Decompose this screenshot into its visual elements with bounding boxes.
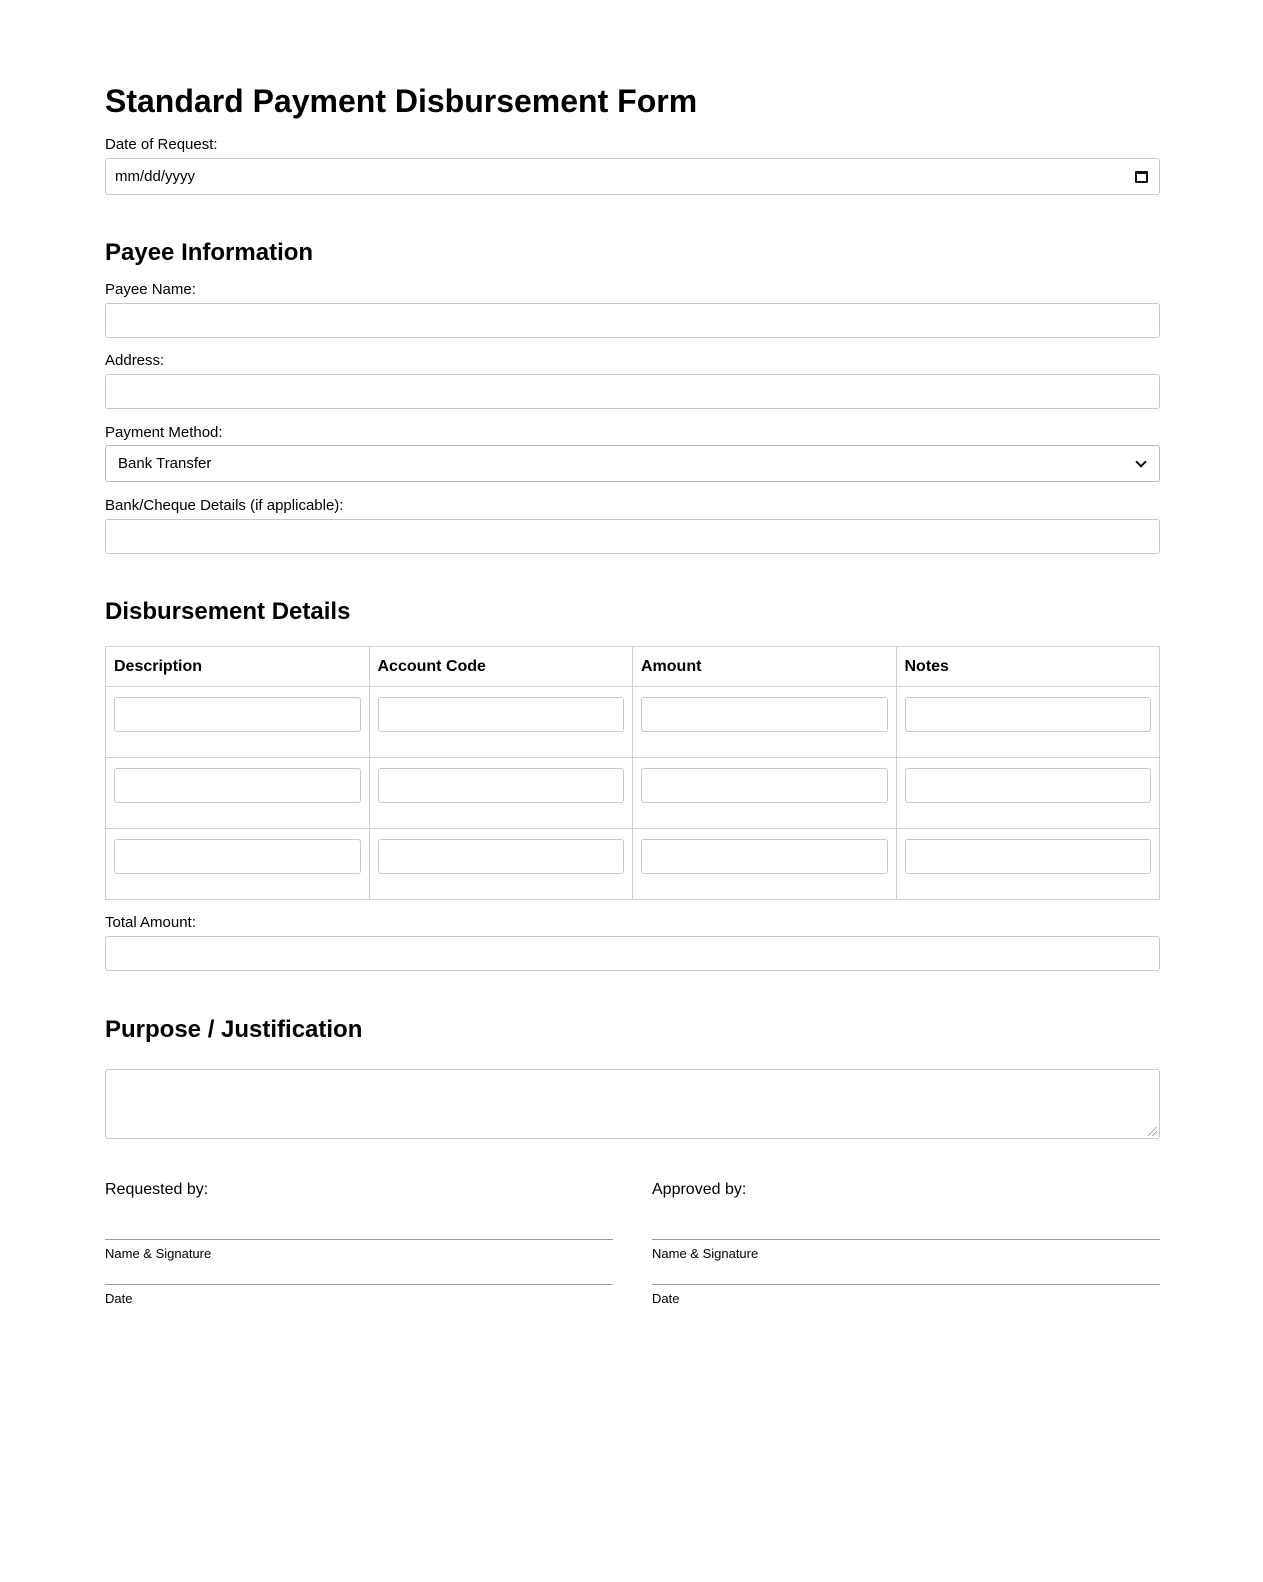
payment-method-selected: Bank Transfer xyxy=(118,455,212,472)
amount-input[interactable] xyxy=(641,697,888,732)
table-row xyxy=(106,829,1160,900)
column-header-notes: Notes xyxy=(896,647,1160,687)
table-row xyxy=(106,687,1160,758)
bank-details-label: Bank/Cheque Details (if applicable): xyxy=(105,497,344,514)
approved-name-signature-caption: Name & Signature xyxy=(652,1246,759,1261)
table-cell xyxy=(369,829,633,900)
approved-date-line xyxy=(652,1284,1160,1285)
account-code-input[interactable] xyxy=(378,697,625,732)
purpose-heading: Purpose / Justification xyxy=(105,1016,363,1043)
approved-by-label: Approved by: xyxy=(652,1181,747,1198)
table-cell xyxy=(106,829,370,900)
table-cell xyxy=(896,758,1160,829)
requested-name-signature-caption: Name & Signature xyxy=(105,1246,212,1261)
date-placeholder: mm/dd/yyyy xyxy=(115,168,196,185)
table-cell xyxy=(633,829,897,900)
disbursement-table xyxy=(105,646,1160,900)
description-input[interactable] xyxy=(114,839,361,874)
calendar-icon[interactable] xyxy=(1135,171,1148,183)
address-label: Address: xyxy=(105,352,165,369)
table-cell xyxy=(106,687,370,758)
approved-date-caption: Date xyxy=(652,1291,680,1306)
amount-input[interactable] xyxy=(641,768,888,803)
address-input[interactable] xyxy=(105,374,1160,409)
total-amount-label: Total Amount: xyxy=(105,914,196,931)
total-amount-input[interactable] xyxy=(105,936,1160,971)
purpose-textarea[interactable] xyxy=(105,1069,1160,1139)
payee-information-heading: Payee Information xyxy=(105,239,314,266)
account-code-input[interactable] xyxy=(378,839,625,874)
notes-input[interactable] xyxy=(905,768,1152,803)
payment-method-select[interactable] xyxy=(105,445,1160,482)
description-input[interactable] xyxy=(114,768,361,803)
notes-input[interactable] xyxy=(905,839,1152,874)
date-of-request-label: Date of Request: xyxy=(105,136,218,153)
payee-name-label: Payee Name: xyxy=(105,281,196,298)
table-header-row xyxy=(106,647,1160,687)
payment-method-label: Payment Method: xyxy=(105,424,223,441)
page-title: Standard Payment Disbursement Form xyxy=(105,83,698,119)
table-cell xyxy=(106,758,370,829)
notes-input[interactable] xyxy=(905,697,1152,732)
bank-details-input[interactable] xyxy=(105,519,1160,554)
date-of-request-input[interactable] xyxy=(105,158,1160,195)
table-cell xyxy=(633,687,897,758)
table-cell xyxy=(369,687,633,758)
requested-date-line xyxy=(105,1284,613,1285)
resize-grip-icon[interactable] xyxy=(1148,1127,1157,1136)
payee-name-input[interactable] xyxy=(105,303,1160,338)
column-header-account-code: Account Code xyxy=(369,647,633,687)
approved-signature-line xyxy=(652,1239,1160,1240)
column-header-amount: Amount xyxy=(633,647,897,687)
table-cell xyxy=(896,687,1160,758)
table-cell xyxy=(633,758,897,829)
column-header-description: Description xyxy=(106,647,370,687)
table-cell xyxy=(896,829,1160,900)
table-cell xyxy=(369,758,633,829)
chevron-down-icon xyxy=(1135,456,1146,467)
disbursement-details-heading: Disbursement Details xyxy=(105,598,351,625)
amount-input[interactable] xyxy=(641,839,888,874)
table-row xyxy=(106,758,1160,829)
requested-date-caption: Date xyxy=(105,1291,133,1306)
account-code-input[interactable] xyxy=(378,768,625,803)
description-input[interactable] xyxy=(114,697,361,732)
requested-signature-line xyxy=(105,1239,613,1240)
requested-by-label: Requested by: xyxy=(105,1181,209,1198)
